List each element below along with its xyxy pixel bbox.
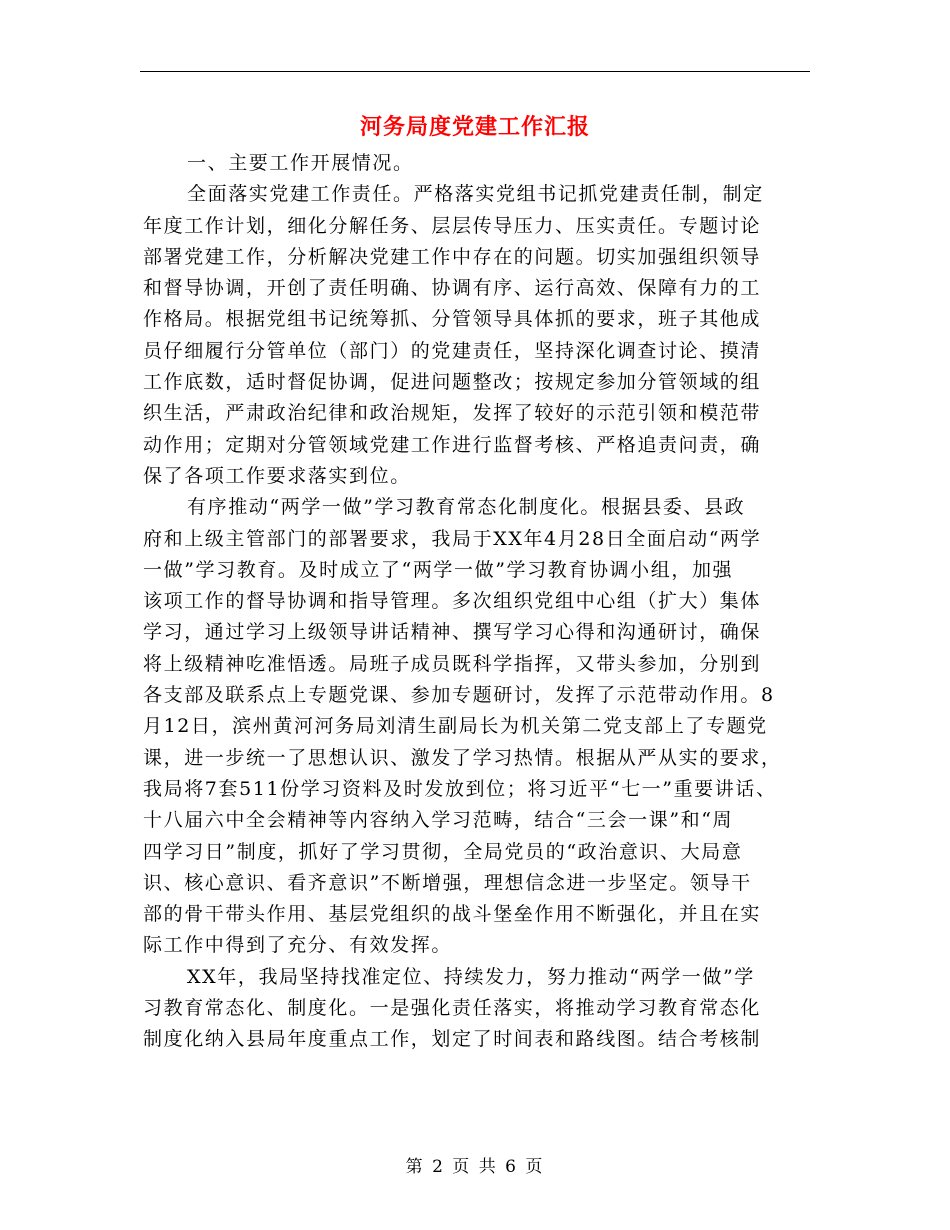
page-footer: 第 2 页 共 6 页 (405, 1157, 545, 1177)
text-line: 制度化纳入县局年度重点工作，划定了时间表和路线图。结合考核制 (143, 1028, 762, 1051)
text-line: 保了各项工作要求落实到位。 (143, 464, 411, 487)
text-line: 四学习日”制度，抓好了学习贯彻，全局党员的“政治意识、大局意 (143, 840, 743, 863)
text-line: 工作底数，适时督促协调，促进问题整改；按规定参加分管领域的组 (143, 371, 762, 394)
text-line: 识、核心意识、看齐意识”不断增强，理想信念进一步坚定。领导干 (143, 871, 752, 894)
text-line: 各支部及联系点上专题党课、参加专题研讨，发挥了示范带动作用。8 (143, 684, 775, 707)
text-line: 动作用；定期对分管领域党建工作进行监督考核、严格追责问责，确 (143, 433, 762, 456)
text-line: 十八届六中全会精神等内容纳入学习范畴，结合“三会一课”和“周 (143, 809, 734, 832)
header-rule (140, 71, 810, 72)
text-line: 一做”学习教育。及时成立了“两学一做”学习教育协调小组，加强 (143, 558, 734, 581)
text-line: 月12日，滨州黄河河务局刘清生副局长为机关第二党支部上了专题党 (143, 715, 768, 738)
text-line: 作格局。根据党组书记统筹抓、分管领导具体抓的要求，班子其他成 (143, 308, 762, 331)
text-line: 际工作中得到了充分、有效发挥。 (143, 934, 453, 957)
text-line: 全面落实党建工作责任。严格落实党组书记抓党建责任制，制定 (187, 183, 764, 206)
text-line: 员仔细履行分管单位（部门）的党建责任，坚持深化调查讨论、摸清 (143, 339, 762, 362)
text-line: 课，进一步统一了思想认识、激发了学习热情。根据从严从实的要求， (143, 746, 782, 769)
text-line: 部署党建工作，分析解决党建工作中存在的问题。切实加强组织领导 (143, 245, 762, 268)
text-line: 该项工作的督导协调和指导管理。多次组织党组中心组（扩大）集体 (143, 590, 762, 613)
text-line: 习教育常态化、制度化。一是强化责任落实，将推动学习教育常态化 (143, 997, 762, 1020)
text-line: 织生活，严肃政治纪律和政治规矩，发挥了较好的示范引领和模范带 (143, 402, 762, 425)
text-line: 府和上级主管部门的部署要求，我局于XX年4月28日全面启动“两学 (143, 527, 762, 550)
document-title: 河务局度党建工作汇报 (359, 114, 590, 140)
text-line: 有序推动“两学一做”学习教育常态化制度化。根据县委、县政 (187, 496, 746, 519)
text-line: 我局将7套511份学习资料及时发放到位；将习近平“七一”重要讲话、 (143, 777, 777, 800)
text-line: 和督导协调，开创了责任明确、协调有序、运行高效、保障有力的工 (143, 277, 762, 300)
text-line: 将上级精神吃准悟透。局班子成员既科学指挥，又带头参加，分别到 (143, 652, 762, 675)
text-line: XX年，我局坚持找准定位、持续发力，努力推动“两学一做”学 (187, 965, 755, 988)
document-body (143, 148, 843, 1056)
text-line: 学习，通过学习上级领导讲话精神、撰写学习心得和沟通研讨，确保 (143, 621, 762, 644)
text-line: 一、主要工作开展情况。 (187, 152, 414, 174)
text-line: 年度工作计划，细化分解任务、层层传导压力、压实责任。专题讨论 (143, 214, 762, 237)
text-line: 部的骨干带头作用、基层党组织的战斗堡垒作用不断强化，并且在实 (143, 903, 762, 926)
